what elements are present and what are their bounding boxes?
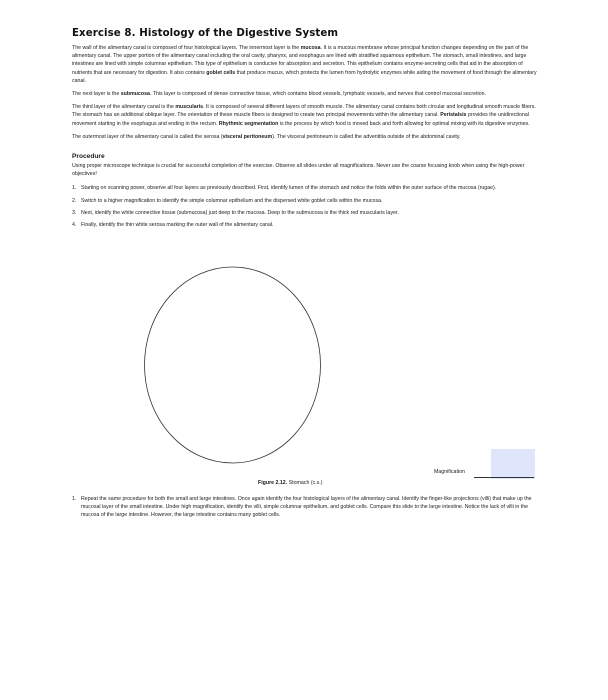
step-text: Repeat the same procedure for both the small and large intestines. Once again identify the four histological layers of the alimentary canal. Identify the finger-like projections (villi) that make up the mucosal layer of the small intestine. Under high magnification, identify the villi, simple columnar epithelium, and goblet cells. Compare this slide to the large intestine. Notice the lack of villi in the mucosa of the large intestine. However, the large intestine contains many goblet cells. [81, 496, 532, 519]
procedure-intro-text: Using proper microscope technique is crucial for successful completion of the exercise. Observe all slides under all magnifications. Never use the coarse focusing knob when using the high-power objectives! [72, 163, 525, 178]
text-run: . It is composed of several different layers of smooth muscle. The alimentary canal contains both circular and longitudinal smooth muscle fibers. The stomach has an additional oblique layer. The orientation of these muscle fibers is designed to create two principal movements within the alimentary canal. [72, 104, 536, 119]
intestine-steps [72, 495, 538, 520]
document-body [72, 28, 538, 233]
term-submucosa: submucosa [120, 91, 150, 98]
term-visceral-peritoneum: visceral peritoneum [222, 133, 273, 140]
procedure-steps [72, 184, 538, 229]
text-run: that produce mucus, which protects the lumen from hydrolytic enzymes while aiding the movement of food through the alimentary canal. [72, 69, 537, 84]
circle-outline [145, 267, 321, 463]
step-number: 4. [72, 222, 77, 229]
paragraph-serosa [72, 133, 538, 141]
magnification-underline [474, 477, 534, 478]
term-mucosa: mucosa [300, 45, 321, 51]
text-run: provides the unidirectional movement starting in the esophagus and ending in the rectum. [72, 112, 529, 127]
step-text: Switch to a higher magnification to identify the simple columnar epithelium and the dispersed white goblet cells within the mucosa. [81, 197, 383, 204]
paragraph-submucosa [72, 90, 538, 98]
caption-label: Figure 2.12. [258, 480, 288, 486]
caption-text: Stomach (c.s.) [287, 480, 323, 486]
procedure-heading: Procedure [72, 153, 105, 161]
step-number: 3. [72, 209, 77, 216]
text-run: The next layer is the [72, 91, 121, 98]
procedure-step [72, 209, 538, 217]
step-text: Starting on scanning power, observe all four layers as previously described. First, identify lumen of the stomach and notice the folds within the outer surface of the mucosa (rugae). [81, 185, 497, 192]
step-text: Next, identify the white connective tissue (submucosa) just deep to the mucosa. Deep to the submucosa is the thick red muscularis layer. [81, 209, 399, 216]
term-rhythmic-segmentation: Rhythmic segmentation [218, 120, 279, 127]
text-run: The outermost layer of the alimentary canal is called the serosa ( [72, 133, 223, 140]
procedure-step [72, 184, 538, 192]
term-peristalsis: Peristalsis [440, 112, 467, 119]
procedure-step [72, 197, 538, 205]
after-figure-steps [72, 495, 538, 524]
term-goblet-cells: goblet cells [206, 69, 236, 76]
term-muscularis: muscularis [175, 104, 204, 111]
drawing-circle[interactable] [143, 265, 322, 465]
text-run: . It is a mucous membrane whose principal function changes depending on the part of the alimentary canal. The upper portion of the alimentary canal including the oral cavity, pharynx, and esophagus are lined with stratified squamous epithelium. The stomach, small intestines, and large intestines are lined with simple columnar epithelium. This type of epithelium is conducive for absorption and secretion. This epithelium contains enzyme-secreting cells that aid in the absorption of nutrients that are necessary for digestion. It also contains [72, 45, 529, 76]
text-run: The wall of the alimentary canal is composed of four histological layers. The innermost layer is the [72, 45, 301, 51]
text-run: . This layer is composed of dense connective tissue, which contains blood vessels, lymphatic vessels, and nerves that control mucosal secretion. [149, 91, 486, 98]
step-number: 2. [72, 197, 77, 204]
magnification-input[interactable] [491, 449, 535, 479]
text-run: is the process by which food is moved back and forth allowing for optimal mixing with its digestive enzymes. [278, 120, 530, 127]
procedure-step [72, 221, 538, 229]
procedure-intro [72, 162, 538, 178]
drawing-circle-svg [143, 265, 322, 465]
step-number: 1. [72, 496, 77, 502]
procedure-step [72, 495, 538, 520]
step-number: 1. [72, 185, 77, 192]
paragraph-muscularis [72, 103, 538, 128]
text-run: ). The visceral peritoneum is called the adventitia outside of the abdominal cavity. [272, 133, 461, 140]
paragraph-mucosa [72, 44, 538, 85]
text-run: The third layer of the alimentary canal is the [72, 104, 176, 111]
magnification-label: Magnification [434, 469, 465, 475]
page-title: Exercise 8. Histology of the Digestive System [72, 28, 339, 39]
step-text: Finally, identify the thin white serosa marking the outer wall of the alimentary canal. [81, 222, 274, 229]
figure-caption [258, 480, 323, 486]
